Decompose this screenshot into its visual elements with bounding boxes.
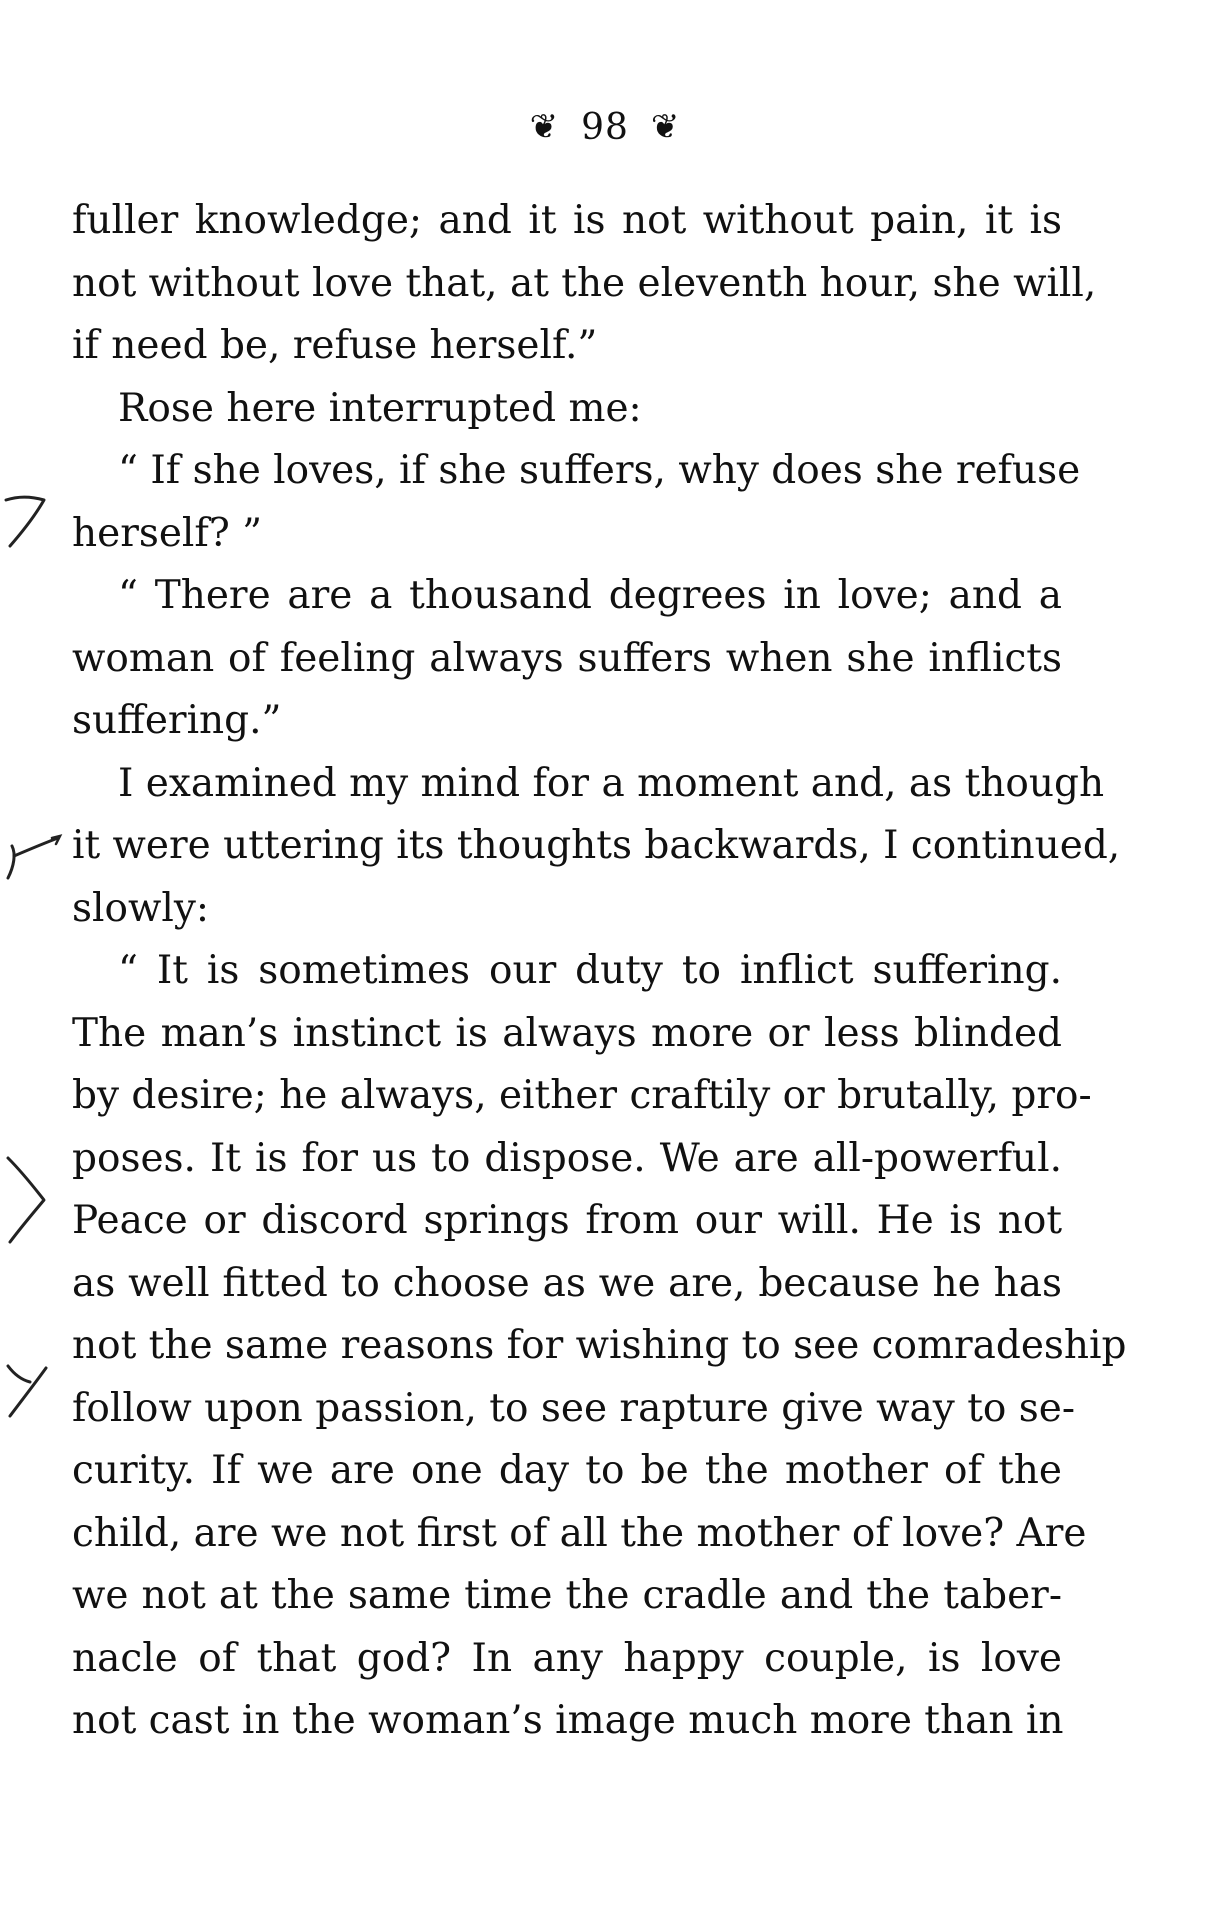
text-line: nacle of that god? In any happy couple, is love	[72, 1635, 1062, 1681]
text-line: curity. If we are one day to be the mother of the	[72, 1448, 1062, 1493]
page-number: 98	[581, 107, 629, 148]
text-line: we not at the same time the cradle and the taber-	[72, 1573, 1062, 1618]
text-line: slowly:	[72, 885, 209, 931]
text-line: “ If she loves, if she suffers, why does she refuse	[118, 448, 1081, 493]
text-line: “ There are a thousand degrees in love; and a	[118, 573, 1062, 618]
text-line: it were uttering its thoughts backwards, I continued,	[72, 823, 1121, 868]
margin-mark-y-icon	[0, 1352, 60, 1422]
text-line: child, are we not first of all the mother of love? Are	[72, 1510, 1087, 1556]
text-line: fuller knowledge; and it is not without pain, it is	[72, 198, 1062, 243]
text-line: woman of feeling always suffers when she inflicts	[72, 635, 1062, 681]
text-line: I examined my mind for a moment and, as though	[118, 760, 1105, 806]
text-line: not without love that, at the eleventh hour, she will,	[72, 260, 1097, 306]
text-line: not the same reasons for wishing to see comradeship	[72, 1323, 1127, 1368]
fleuron-left-icon: ❦	[529, 107, 560, 147]
text-line: Peace or discord springs from our will. He is not	[72, 1198, 1062, 1243]
margin-mark-seven-icon	[0, 488, 60, 552]
text-line: as well fitted to choose as we are, because he has	[72, 1260, 1062, 1306]
text-line: by desire; he always, either craftily or brutally, pro-	[72, 1073, 1092, 1118]
fleuron-right-icon: ❦	[650, 107, 681, 147]
text-line: poses. It is for us to dispose. We are all-powerful.	[72, 1135, 1062, 1181]
text-line: not cast in the woman’s image much more than in	[72, 1698, 1064, 1743]
margin-mark-checkmark-icon	[0, 832, 70, 892]
text-line: The man’s instinct is always more or less blinded	[72, 1010, 1062, 1056]
text-line: “ It is sometimes our duty to inflict suffering.	[118, 948, 1062, 993]
page-header	[0, 104, 1210, 154]
text-line: suffering.”	[72, 698, 282, 743]
body-text	[72, 190, 1127, 1753]
text-line: Rose here interrupted me:	[118, 385, 642, 431]
margin-mark-angle-bracket-icon	[0, 1150, 60, 1246]
text-line: herself? ”	[72, 510, 263, 556]
text-line: follow upon passion, to see rapture give way to se-	[72, 1385, 1076, 1431]
text-line: if need be, refuse herself.”	[72, 323, 598, 368]
